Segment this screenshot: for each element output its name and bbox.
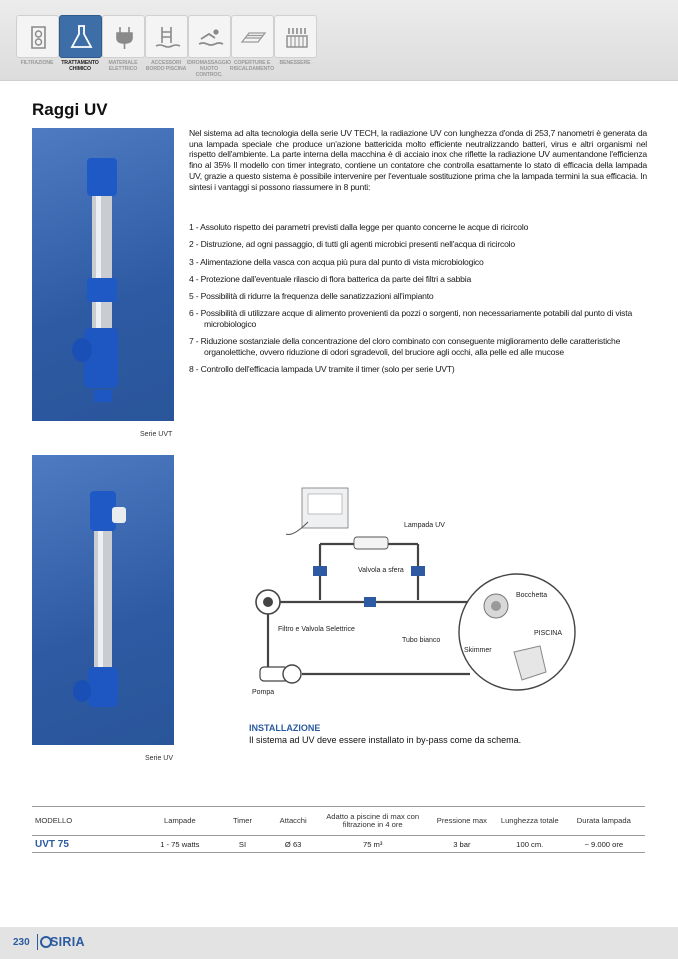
tab-idromassaggio[interactable] bbox=[188, 15, 231, 58]
filter-icon bbox=[24, 23, 53, 52]
table-header: MODELLO bbox=[32, 807, 142, 836]
table-cell: ~ 9.000 ore bbox=[563, 836, 645, 853]
diagram-label: Tubo bianco bbox=[402, 637, 441, 644]
table-header: Lampade bbox=[142, 807, 217, 836]
uvt-product-photo bbox=[32, 128, 174, 421]
list-item: 6 - Possibilità di utilizzare acque di alimento provenienti da pozzi o sorgenti, non necessariamente potabili dal punto di vista microbiologico bbox=[189, 308, 633, 330]
page-title: Raggi UV bbox=[32, 100, 108, 119]
advantages-list bbox=[189, 222, 647, 382]
intro-paragraph: Nel sistema ad alta tecnologia della serie UV TECH, la radiazione UV con lunghezza d'onda di 253,7 nanometri è generata da una lampada speciale che produce un'azione battericida molto efficiente neutralizzando batteri, virus e altri organismi nel rispetto dell'ambiente. La parte interna della macchina è di acciaio inox che riflette la radiazione UV aumentandone l'efficienza fino al 35% Il modello con timer integrato, contiene un contatore che controlla esattamente lo stato di efficacia della lampada UV, grazie a questo sistema è possibile intervenire per l'eventuale sostituzione prima che la lampada termini la sua efficacia. In sintesi i vantaggi si possono riassumere in 8 punti: bbox=[189, 128, 647, 192]
valve-symbol bbox=[313, 566, 327, 576]
page-number: 230 bbox=[13, 937, 30, 948]
pool-ladder-icon bbox=[153, 23, 182, 52]
brand-logo-text: SIRIA bbox=[50, 935, 85, 949]
installation-diagram bbox=[238, 482, 598, 712]
uv-lamp-illustration bbox=[32, 455, 174, 745]
table-header: Pressione max bbox=[427, 807, 497, 836]
photo-caption: Serie UV bbox=[145, 755, 174, 762]
table-cell: UVT 75 bbox=[32, 836, 142, 853]
list-item: 1 - Assoluto rispetto dei parametri previsti dalla legge per quanto concerne le acque di ricircolo bbox=[189, 222, 529, 232]
table-row bbox=[32, 836, 645, 853]
uv-product-photo bbox=[32, 455, 174, 745]
spec-table bbox=[32, 806, 645, 853]
installation-title: INSTALLAZIONE bbox=[249, 723, 321, 733]
flask-icon bbox=[67, 23, 96, 52]
wellness-icon bbox=[282, 23, 311, 52]
table-cell: SI bbox=[217, 836, 267, 853]
tab-coperture-riscaldamento[interactable] bbox=[231, 15, 274, 58]
tab-accessori-bordo-piscina[interactable] bbox=[145, 15, 188, 58]
diagram-label: Valvola a sfera bbox=[358, 567, 404, 574]
valve-symbol bbox=[411, 566, 425, 576]
table-header: Timer bbox=[217, 807, 267, 836]
tab-label: COPERTURE E RISCALDAMENTO bbox=[229, 60, 275, 72]
footer-bar bbox=[0, 927, 678, 959]
diagram-label: PISCINA bbox=[534, 630, 563, 637]
table-header: Adatto a piscine di max con filtrazione in 4 ore bbox=[319, 807, 427, 836]
plug-icon bbox=[110, 23, 139, 52]
installation-text: Il sistema ad UV deve essere installato in by-pass come da schema. bbox=[249, 735, 522, 745]
tab-label: FILTRAZIONE bbox=[20, 60, 54, 66]
table-cell: 1 - 75 watts bbox=[142, 836, 217, 853]
diagram-label: Pompa bbox=[252, 689, 275, 696]
uv-lamp-symbol bbox=[354, 537, 388, 549]
tab-trattamento-chimico[interactable] bbox=[59, 15, 102, 58]
tab-label: TRATTAMENTO CHIMICO bbox=[61, 60, 99, 72]
table-cell: 3 bar bbox=[427, 836, 497, 853]
table-cell: 100 cm. bbox=[497, 836, 563, 853]
table-cell: Ø 63 bbox=[268, 836, 319, 853]
table-header: Durata lampada bbox=[563, 807, 645, 836]
diagram-label: Lampada UV bbox=[404, 522, 445, 529]
tab-filtrazione[interactable] bbox=[16, 15, 59, 58]
cover-icon bbox=[239, 23, 268, 52]
table-header: Attacchi bbox=[268, 807, 319, 836]
diagram-label: Filtro e Valvola Selettrice bbox=[278, 626, 355, 633]
tab-benessere[interactable] bbox=[274, 15, 317, 58]
tab-materiale-elettrico[interactable] bbox=[102, 15, 145, 58]
diagram-label: Skimmer bbox=[464, 647, 492, 654]
valve-symbol bbox=[364, 597, 376, 607]
tab-label: BENESSERE bbox=[279, 60, 311, 66]
table-header: Lunghezza totale bbox=[497, 807, 563, 836]
diagram-label: Bocchetta bbox=[516, 592, 548, 599]
list-item: 2 - Distruzione, ad ogni passaggio, di tutti gli agenti microbici presenti nell'acqua di ricircolo bbox=[189, 239, 515, 250]
category-nav-bar bbox=[0, 0, 678, 81]
swimmer-icon bbox=[196, 23, 225, 52]
table-header-row bbox=[32, 807, 645, 836]
tab-label: ACCESSORI BORDO PISCINA bbox=[145, 60, 187, 72]
list-item: 8 - Controllo dell'efficacia lampada UV tramite il timer (solo per serie UVT) bbox=[189, 364, 455, 375]
photo-caption: Serie UVT bbox=[140, 431, 173, 438]
uv-lamp-illustration bbox=[32, 128, 174, 421]
footer-divider bbox=[37, 934, 38, 950]
table-cell: 75 m³ bbox=[319, 836, 427, 853]
list-item: 5 - Possibilità di ridurre la frequenza delle sanatizzazioni all'impianto bbox=[189, 291, 434, 302]
list-item: 3 - Alimentazione della vasca con acqua più pura dal punto di vista microbiologico bbox=[189, 256, 484, 267]
tab-label: IDROMASSAGGIO NUOTO CONTROC. bbox=[187, 60, 231, 78]
tab-label: MATERIALE ELETTRICO bbox=[108, 60, 138, 72]
list-item: 4 - Protezione dall'eventuale rilascio di flora batterica da parte dei filtri a sabbia bbox=[189, 273, 472, 284]
list-item: 7 - Riduzione sostanziale della concentrazione del cloro combinato con conseguente miglioramento delle caratteristiche organolettiche, ovvero riduzione di odori sgradevoli, del bruciore agli occhi, alla pelle ed alle mucose bbox=[189, 336, 621, 358]
